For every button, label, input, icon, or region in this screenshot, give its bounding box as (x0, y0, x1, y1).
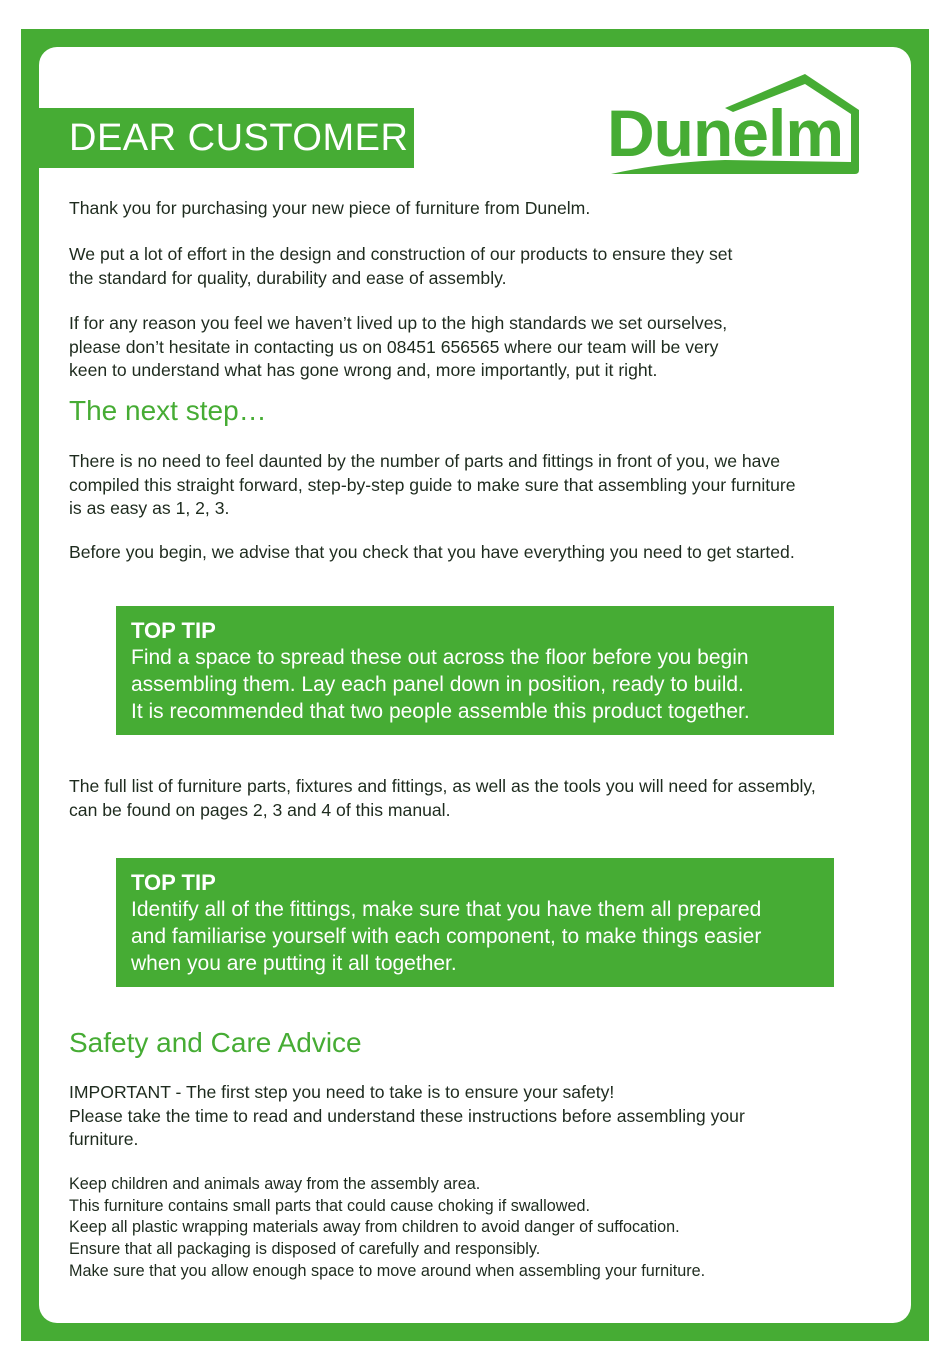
safety-important (69, 1081, 745, 1152)
tip-line: assembling them. Lay each panel down in position, ready to build. (131, 673, 744, 696)
intro-paragraph-3 (69, 312, 727, 383)
top-tip-box-1 (116, 606, 834, 735)
text-line: is as easy as 1, 2, 3. (69, 498, 230, 518)
text-line: Before you begin, we advise that you check that you have everything you need to get started. (69, 542, 795, 562)
parts-list-note (69, 775, 816, 822)
intro-paragraph-1 (69, 197, 590, 221)
text-line: The full list of furniture parts, fixtures and fittings, as well as the tools you will need for assembly, (69, 776, 816, 796)
list-item: Make sure that you allow enough space to move around when assembling your furniture. (69, 1261, 706, 1280)
list-item: Keep all plastic wrapping materials away from children to avoid danger of suffocation. (69, 1218, 680, 1237)
tip-line: when you are putting it all together. (131, 952, 457, 975)
text-line: IMPORTANT - The first step you need to take is to ensure your safety! (69, 1082, 615, 1102)
text-line: compiled this straight forward, step-by-step guide to make sure that assembling your furniture (69, 474, 796, 495)
list-item: Ensure that all packaging is disposed of carefully and responsibly. (69, 1240, 541, 1259)
safety-heading: Safety and Care Advice (69, 1027, 362, 1058)
tip-line: It is recommended that two people assemble this product together. (131, 700, 750, 723)
intro-paragraph-2 (69, 243, 732, 290)
house-outline-icon (605, 70, 867, 180)
safety-advice-list (69, 1174, 705, 1283)
next-step-paragraph-1 (69, 450, 796, 521)
list-item: Keep children and animals away from the assembly area. (69, 1175, 481, 1193)
dunelm-logo (605, 70, 867, 180)
tip-line: Find a space to spread these out across the floor before you begin (131, 646, 749, 669)
title-banner (39, 108, 414, 168)
text-line: furniture. (69, 1129, 139, 1149)
tip-line: Identify all of the fittings, make sure that you have them all prepared (131, 898, 762, 921)
tip-title: TOP TIP (131, 870, 216, 895)
tip-line: and familiarise yourself with each component, to make things easier (131, 925, 762, 948)
next-step-paragraph-2 (69, 541, 795, 565)
text-line: We put a lot of effort in the design and construction of our products to ensure they set (69, 244, 733, 264)
text-line: can be found on pages 2, 3 and 4 of this manual. (69, 799, 451, 820)
tip-title: TOP TIP (131, 618, 216, 643)
list-item: This furniture contains small parts that could cause choking if swallowed. (69, 1196, 590, 1215)
text-line: Thank you for purchasing your new piece of furniture from Dunelm. (69, 198, 591, 218)
text-line: please don’t hesitate in contacting us on 08451 656565 where our team will be very (69, 336, 719, 357)
next-step-heading: The next step… (69, 395, 267, 426)
logo-wordmark: Dunelm (607, 96, 844, 170)
text-line: Please take the time to read and understand these instructions before assembling your (69, 1105, 745, 1126)
text-line: keen to understand what has gone wrong and, more importantly, put it right. (69, 360, 658, 380)
page-title: DEAR CUSTOMER (69, 117, 409, 159)
top-tip-box-2 (116, 858, 834, 987)
text-line: the standard for quality, durability and ease of assembly. (69, 267, 507, 288)
text-line: There is no need to feel daunted by the number of parts and fittings in front of you, we have (69, 451, 781, 471)
text-line: If for any reason you feel we haven’t lived up to the high standards we set ourselves, (69, 313, 728, 333)
